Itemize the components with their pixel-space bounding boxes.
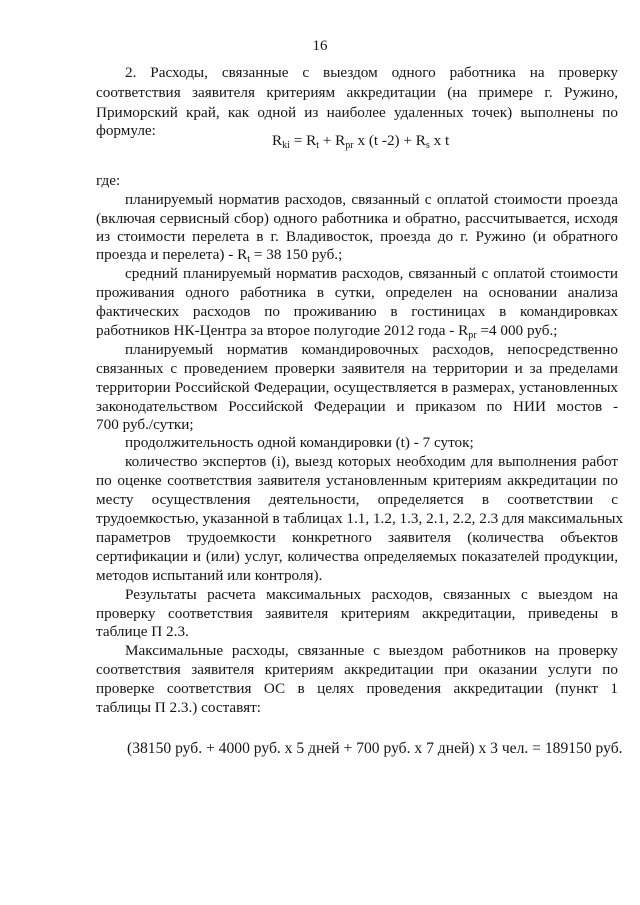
item-5-line-6: сертификации и (или) услуг, количества определяемых показателей продукции, bbox=[96, 548, 618, 565]
item-2-line-1: средний планируемый норматив расходов, связанный с оплатой стоимости bbox=[125, 265, 618, 282]
results-line-2: проверку соответствия заявителя критериям аккредитации, приведены в bbox=[96, 605, 618, 622]
item-3-line-3: территории Российской Федерации, осуществляется в размерах, установленных bbox=[96, 379, 618, 396]
item-5-line-5: параметров трудоемкости конкретного заявителя (количества объектов bbox=[96, 529, 618, 546]
item-3-line-5: 700 руб./сутки; bbox=[96, 416, 194, 433]
paragraph-2-line-3: Приморский край, как одной из наиболее удаленных точек) выполнены по bbox=[96, 104, 618, 121]
item-4: продолжительность одной командировки (t) - 7 суток; bbox=[125, 434, 474, 451]
item-1-line-2: (включая сервисный сбор) одного работника и обратно, рассчитывается, исходя bbox=[96, 210, 618, 227]
paragraph-2-line-4: формуле: bbox=[96, 122, 156, 139]
results-line-3: таблице П 2.3. bbox=[96, 623, 189, 640]
item-2-line-2: проживания одного работника в сутки, определен на основании анализа bbox=[96, 284, 618, 301]
item-3-line-2: связанных с проведением проверки заявителя на территории и за пределами bbox=[96, 360, 618, 377]
maximum-line-3: проверке соответствия ОС в целях проведения аккредитации (пункт 1 bbox=[96, 680, 618, 697]
item-5-line-3: месту осуществления деятельности, определяется в соответствии с bbox=[96, 491, 618, 508]
item-1-line-4: проезда и перелета) - $R_t = 38$ 150 руб.; bbox=[96, 246, 343, 265]
results-line-1: Результаты расчета максимальных расходов, связанных с выездом на bbox=[125, 586, 618, 603]
page-number: 16 bbox=[312, 38, 328, 54]
item-1-line-3: из стоимости перелета в г. Владивосток, проезда до г. Ружино (и обратного bbox=[96, 228, 618, 245]
cost-formula: $R_{ki} = R_t + R_{pr}$ x (t $-2) + R_s$ x t bbox=[272, 132, 450, 151]
maximum-line-1: Максимальные расходы, связанные с выездом работников на проверку bbox=[125, 642, 618, 659]
item-1-line-1: планируемый норматив расходов, связанный с оплатой стоимости проезда bbox=[125, 191, 618, 208]
item-2-line-3: фактических расходов по проживанию в гостиницах в командировках bbox=[96, 303, 618, 320]
item-3-line-1: планируемый норматив командировочных расходов, непосредственно bbox=[125, 341, 618, 358]
paragraph-2-line-2: соответствия заявителя критериям аккредитации (на примере г. Ружино, bbox=[96, 84, 618, 101]
maximum-line-4: таблицы П 2.3.) составят: bbox=[96, 699, 261, 716]
item-5-line-4: трудоемкостью, указанной в таблицах 1.1, 1.2, 1.3, 2.1, 2.2, 2.3 для максимальных bbox=[96, 510, 624, 527]
paragraph-2-line-1: 2. Расходы, связанные с выездом одного работника на проверку bbox=[125, 64, 618, 81]
item-5-line-7: методов испытаний или контроля). bbox=[96, 567, 323, 584]
final-calculation: (38150 руб. + 4000 руб. х 5 дней + 700 руб. х 7 дней) х 3 чел. = 189150 руб. bbox=[127, 740, 623, 757]
where-label: где: bbox=[96, 172, 121, 189]
maximum-line-2: соответствия заявителя критериям аккредитации при оказании услуги по bbox=[96, 661, 618, 678]
item-5-line-1: количество экспертов (i), выезд которых необходим для выполнения работ bbox=[125, 453, 618, 470]
item-3-line-4: законодательством Российской Федерации и приказом по НИИ мостов - bbox=[96, 398, 618, 415]
item-5-line-2: по оценке соответствия заявителя установленным критериям аккредитации по bbox=[96, 472, 618, 489]
item-2-line-4: работников НК-Центра за второе полугодие 2012 года - $R_{pr} =4$ 000 руб.; bbox=[96, 322, 558, 341]
